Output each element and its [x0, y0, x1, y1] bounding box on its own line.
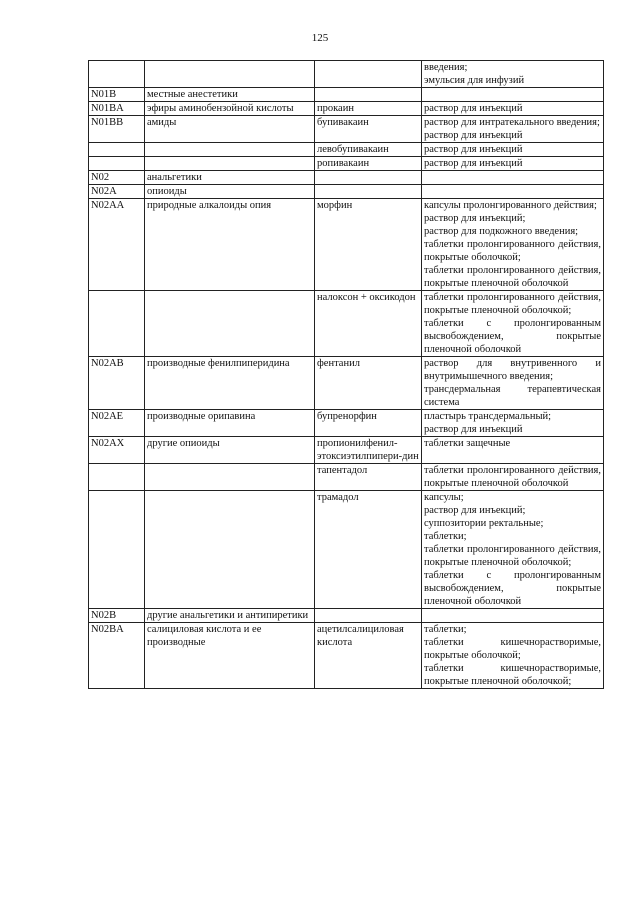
- drug-name-cell: фентанил: [315, 357, 422, 410]
- dosage-forms-cell: [422, 410, 604, 437]
- drug-name-cell: пропионилфенил-этоксиэтилпипери-дин: [315, 437, 422, 464]
- drug-name-cell: ропивакаин: [315, 157, 422, 171]
- dosage-form-line: трансдермальная терапевтическая система: [424, 384, 601, 408]
- group-name-cell: анальгетики: [145, 171, 315, 185]
- dosage-form-line: раствор для инъекций: [424, 144, 523, 155]
- drug-name-cell: бупивакаин: [315, 116, 422, 143]
- group-name-cell: [145, 291, 315, 357]
- dosage-form-line: раствор для инъекций: [424, 158, 523, 169]
- dosage-form-line: раствор для инъекций: [424, 424, 523, 435]
- dosage-forms-cell: [422, 437, 604, 464]
- group-name-cell: производные орипавина: [145, 410, 315, 437]
- drug-name-cell: трамадол: [315, 491, 422, 609]
- page-number: 125: [311, 32, 329, 44]
- group-name-cell: [145, 143, 315, 157]
- group-name-cell: природные алкалоиды опия: [145, 199, 315, 291]
- table-row: [89, 357, 604, 410]
- drug-name-cell: прокаин: [315, 102, 422, 116]
- dosage-form-line: капсулы пролонгированного действия;: [424, 200, 597, 211]
- atc-code-cell: N02AE: [89, 410, 145, 437]
- table-row: [89, 491, 604, 609]
- table-row: [89, 102, 604, 116]
- group-name-cell: [145, 157, 315, 171]
- table-row: [89, 143, 604, 157]
- drug-name-cell: тапентадол: [315, 464, 422, 491]
- dosage-form-line: таблетки;: [424, 531, 467, 542]
- dosage-forms-cell: [422, 171, 604, 185]
- dosage-form-line: таблетки кишечнорастворимые, покрытые пленочной оболочкой;: [424, 663, 601, 687]
- atc-code-cell: N01B: [89, 88, 145, 102]
- table-row: [89, 185, 604, 199]
- table-row: [89, 199, 604, 291]
- drug-name-cell: [315, 61, 422, 88]
- drug-name-cell: бупренорфин: [315, 410, 422, 437]
- group-name-cell: эфиры аминобензойной кислоты: [145, 102, 315, 116]
- atc-code-cell: [89, 464, 145, 491]
- drug-name-cell: [315, 171, 422, 185]
- group-name-cell: [145, 61, 315, 88]
- dosage-form-line: таблетки кишечнорастворимые, покрытые оболочкой;: [424, 637, 601, 661]
- dosage-form-line: введения;: [424, 62, 468, 73]
- dosage-form-line: раствор для инъекций;: [424, 213, 526, 224]
- group-name-cell: [145, 464, 315, 491]
- dosage-forms-cell: [422, 61, 604, 88]
- table-row: [89, 291, 604, 357]
- atc-code-cell: [89, 143, 145, 157]
- table-row: [89, 410, 604, 437]
- table-row: [89, 171, 604, 185]
- table-row: [89, 116, 604, 143]
- dosage-form-line: раствор для инъекций;: [424, 505, 526, 516]
- dosage-form-line: раствор для внутривенного и внутримышечного введения;: [424, 358, 601, 382]
- table-row: [89, 157, 604, 171]
- dosage-form-line: раствор для интратекального введения;: [424, 117, 600, 128]
- dosage-form-line: раствор для подкожного введения;: [424, 226, 579, 237]
- dosage-form-line: пластырь трансдермальный;: [424, 411, 552, 422]
- atc-code-cell: N02: [89, 171, 145, 185]
- dosage-form-line: таблетки пролонгированного действия, покрытые пленочной оболочкой: [424, 465, 601, 489]
- table-row: [89, 464, 604, 491]
- dosage-forms-cell: [422, 185, 604, 199]
- atc-code-cell: [89, 157, 145, 171]
- atc-code-cell: [89, 291, 145, 357]
- dosage-form-line: таблетки с пролонгированным высвобождением, покрытые пленочной оболочкой: [424, 570, 601, 607]
- drug-table: [88, 60, 604, 689]
- dosage-form-line: таблетки пролонгированного действия, покрытые пленочной оболочкой;: [424, 544, 601, 568]
- dosage-forms-cell: [422, 157, 604, 171]
- group-name-cell: салициловая кислота и ее производные: [145, 623, 315, 689]
- drug-name-cell: [315, 185, 422, 199]
- table-row: [89, 88, 604, 102]
- group-name-cell: опиоиды: [145, 185, 315, 199]
- table-row: [89, 623, 604, 689]
- dosage-form-line: таблетки с пролонгированным высвобождением, покрытые пленочной оболочкой: [424, 318, 601, 355]
- dosage-form-line: таблетки защечные: [424, 438, 511, 449]
- dosage-forms-cell: [422, 609, 604, 623]
- dosage-forms-cell: [422, 464, 604, 491]
- drug-name-cell: левобупивакаин: [315, 143, 422, 157]
- atc-code-cell: N01BA: [89, 102, 145, 116]
- atc-code-cell: N02AB: [89, 357, 145, 410]
- dosage-forms-cell: [422, 116, 604, 143]
- dosage-form-line: суппозитории ректальные;: [424, 518, 544, 529]
- dosage-forms-cell: [422, 102, 604, 116]
- dosage-forms-cell: [422, 143, 604, 157]
- dosage-form-line: таблетки;: [424, 624, 467, 635]
- group-name-cell: другие опиоиды: [145, 437, 315, 464]
- table-row: [89, 609, 604, 623]
- atc-code-cell: N02B: [89, 609, 145, 623]
- drug-name-cell: морфин: [315, 199, 422, 291]
- dosage-form-line: таблетки пролонгированного действия, покрытые оболочкой;: [424, 239, 601, 263]
- drug-name-cell: налоксон + оксикодон: [315, 291, 422, 357]
- drug-name-cell: [315, 88, 422, 102]
- group-name-cell: местные анестетики: [145, 88, 315, 102]
- dosage-form-line: раствор для инъекций: [424, 103, 523, 114]
- drug-name-cell: ацетилсалициловая кислота: [315, 623, 422, 689]
- dosage-form-line: капсулы;: [424, 492, 464, 503]
- table-row: [89, 61, 604, 88]
- atc-code-cell: [89, 491, 145, 609]
- group-name-cell: другие анальгетики и антипиретики: [145, 609, 315, 623]
- dosage-form-line: эмульсия для инфузий: [424, 75, 525, 86]
- group-name-cell: амиды: [145, 116, 315, 143]
- dosage-forms-cell: [422, 357, 604, 410]
- dosage-forms-cell: [422, 291, 604, 357]
- dosage-form-line: таблетки пролонгированного действия, покрытые пленочной оболочкой: [424, 265, 601, 289]
- atc-code-cell: N02A: [89, 185, 145, 199]
- table-body: [89, 61, 604, 689]
- dosage-form-line: раствор для инъекций: [424, 130, 523, 141]
- drug-name-cell: [315, 609, 422, 623]
- dosage-forms-cell: [422, 88, 604, 102]
- atc-code-cell: N02AX: [89, 437, 145, 464]
- atc-code-cell: N01BB: [89, 116, 145, 143]
- atc-code-cell: N02AA: [89, 199, 145, 291]
- dosage-forms-cell: [422, 199, 604, 291]
- dosage-forms-cell: [422, 491, 604, 609]
- table-row: [89, 437, 604, 464]
- group-name-cell: [145, 491, 315, 609]
- group-name-cell: производные фенилпиперидина: [145, 357, 315, 410]
- atc-code-cell: [89, 61, 145, 88]
- dosage-forms-cell: [422, 623, 604, 689]
- dosage-form-line: таблетки пролонгированного действия, покрытые пленочной оболочкой;: [424, 292, 601, 316]
- atc-code-cell: N02BA: [89, 623, 145, 689]
